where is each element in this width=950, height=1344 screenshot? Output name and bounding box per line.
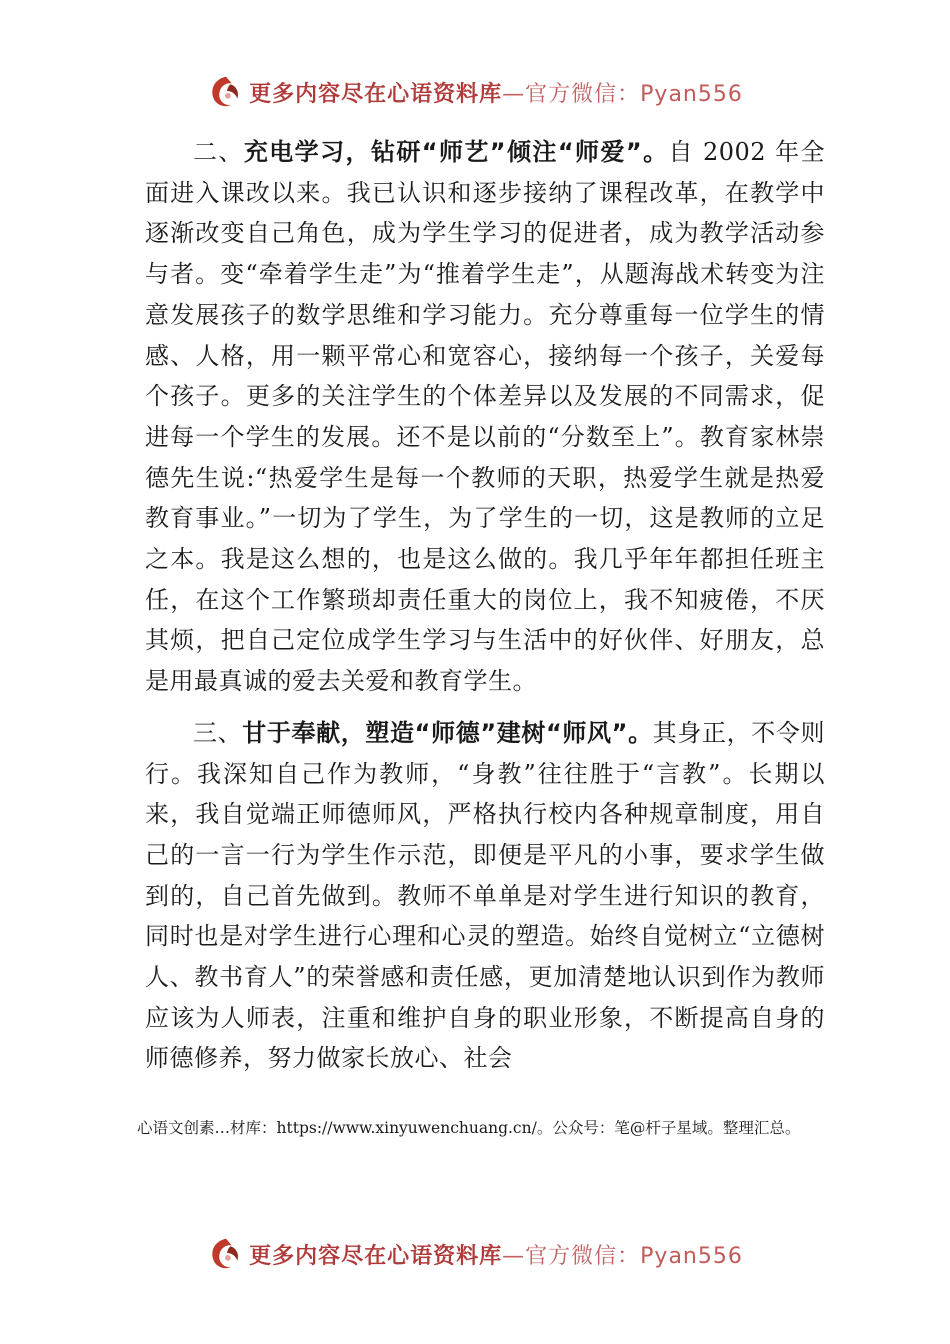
paragraph-2 — [145, 132, 825, 702]
banner-main-text: 更多内容尽在心语资料库 — [249, 1243, 503, 1269]
footer-banner — [0, 1232, 950, 1276]
banner-main-text: 更多内容尽在心语资料库 — [249, 81, 503, 107]
paragraph-3-heading: 甘于奉献，塑造“师德”建树“师风”。 — [242, 718, 653, 747]
paragraph-2-number: 二、 — [193, 138, 244, 166]
paragraph-2-body: 自 2002 年全面进入课改以来。我已认识和逐步接纳了课程改革，在教学中逐渐改变自己角色，成为学生学习的促进者，成为教学活动参与者。变“牵着学生走”为“推着学生走”，从题海战术转变为注意发展孩子的数学思维和学习能力。充分尊重每一位学生的情感、人格，用一颗平常心和宽容心，接纳每一个孩子，关爱每个孩子。更多的关注学生的个体差异以及发展的不同需求，促进每一个学生的发展。还不是以前的“分数至上”。教育家林崇德先生说:“热爱学生是每一个教师的天职，热爱学生就是热爱教育事业。”一切为了学生，为了学生的一切，这是教师的立足之本。我是这么想的，也是这么做的。我几乎年年都担任班主任，在这个工作繁琐却责任重大的岗位上，我不知疲倦，不厌其烦，把自己定位成学生学习与生活中的好伙伴、好朋友，总是用最真诚的爱去关爱和教育学生。 — [145, 138, 825, 696]
banner-wechat-label: —官方微信： — [502, 81, 641, 107]
header-banner — [0, 70, 950, 114]
banner-wechat-id: Pyan556 — [640, 1243, 743, 1269]
paragraph-3-body: 其身正，不令则行。我深知自己作为教师，“身教”往往胜于“言教”。长期以来，我自觉端正师德师风，严格执行校内各种规章制度，用自己的一言一行为学生作示范，即便是平凡的小事，要求学生做到的，自己首先做到。教师不单单是对学生进行知识的教育，同时也是对学生进行心理和心灵的塑造。始终自觉树立“立德树人、教书育人”的荣誉感和责任感，更加清楚地认识到作为教师应该为人师表，注重和维护自身的职业形象，不断提高自身的师德修养，努力做家长放心、社会 — [145, 718, 826, 1073]
document-body — [145, 132, 825, 1079]
paragraph-3-number: 三、 — [193, 718, 243, 747]
curled-leaf-logo-icon — [207, 1235, 245, 1273]
paragraph-2-heading: 充电学习，钻研“师艺”倾注“师爱”。 — [243, 138, 669, 166]
footer-source-note: 心语文创素…材库：https://www.xinyuwenchuang.cn/。公众号：笔@杆子星域。整理汇总。 — [137, 1119, 801, 1137]
banner-slogan — [249, 1239, 743, 1270]
paragraph-3 — [145, 713, 825, 1079]
banner-wechat-id: Pyan556 — [640, 81, 743, 107]
banner-wechat-label: —官方微信： — [502, 1243, 641, 1269]
banner-slogan — [249, 77, 743, 108]
curled-leaf-logo-icon — [207, 73, 245, 111]
